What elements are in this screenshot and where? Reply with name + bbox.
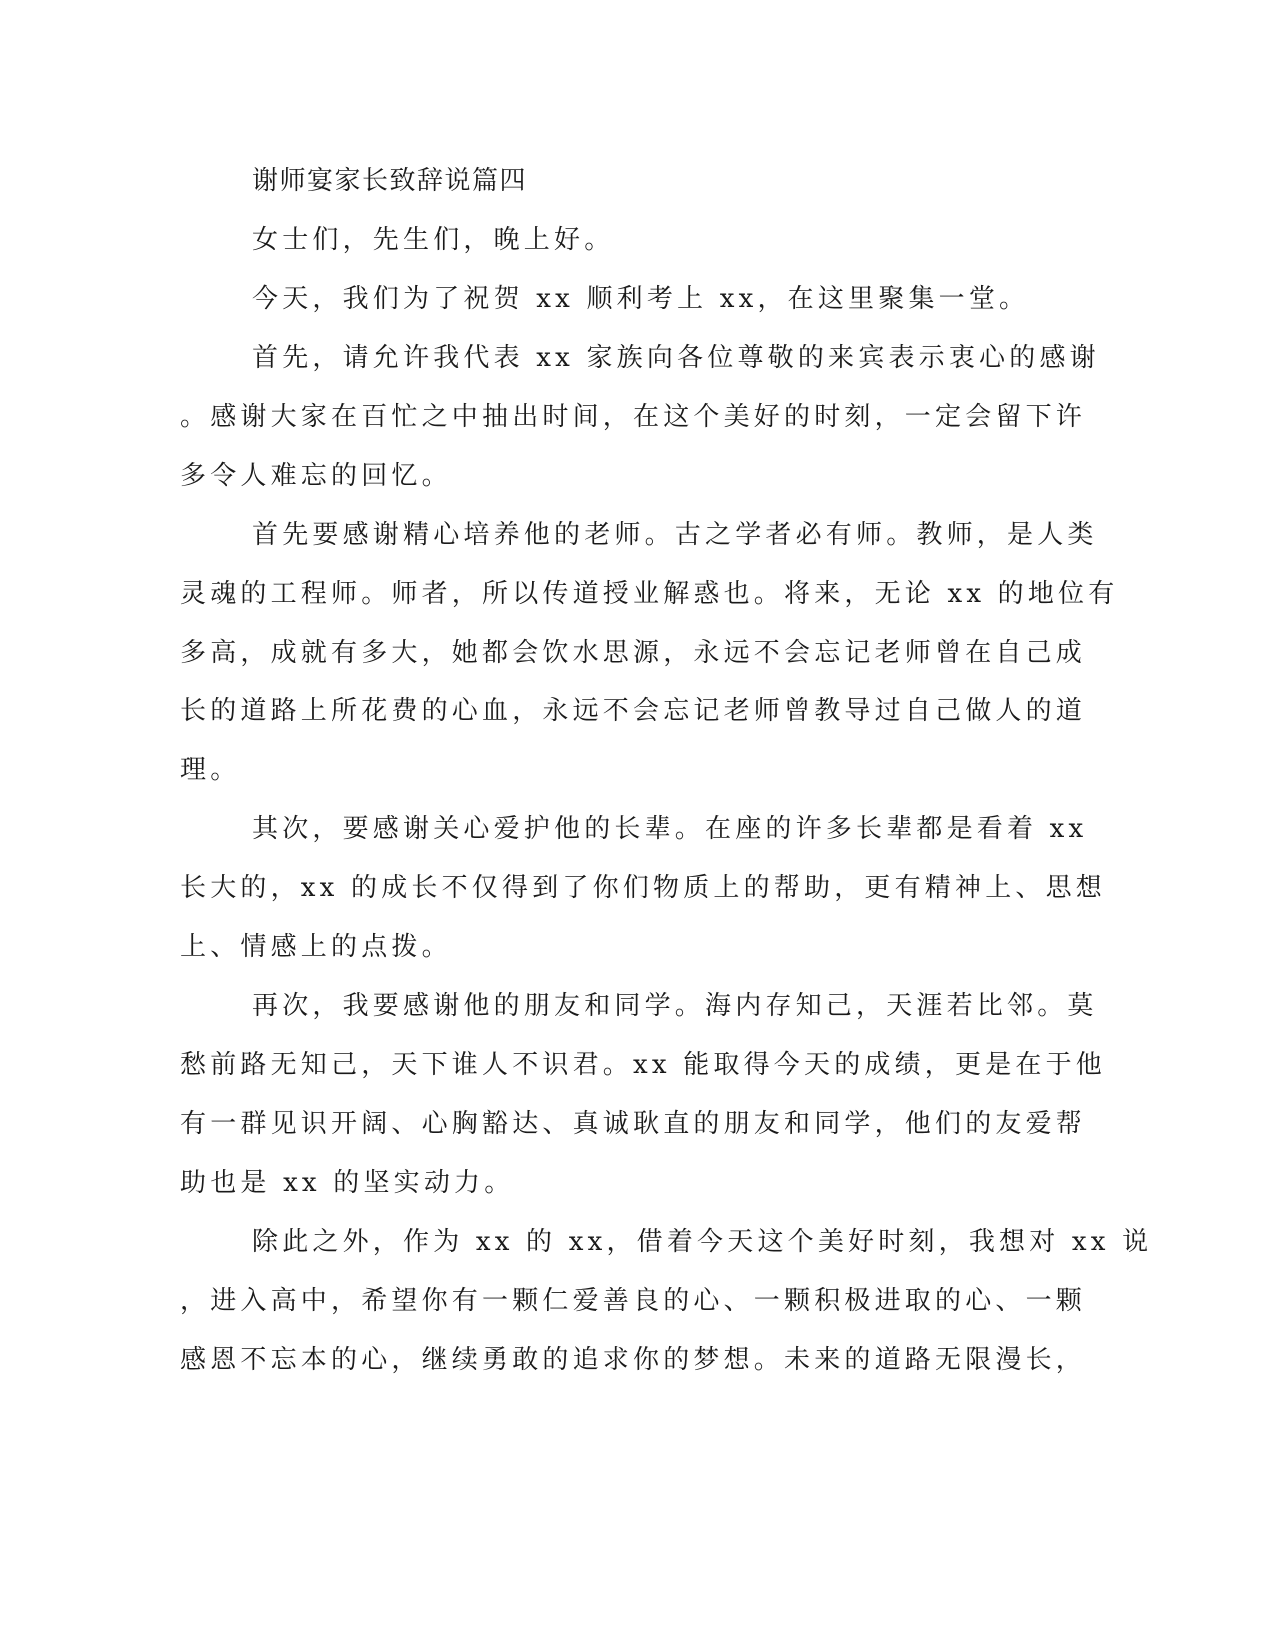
text-line: 多令人难忘的回忆。 bbox=[180, 461, 452, 491]
text-line: 首先要感谢精心培养他的老师。古之学者必有师。教师，是人类 bbox=[252, 520, 1098, 550]
text-line: 理。 bbox=[180, 755, 241, 785]
text-line: ，进入高中，希望你有一颗仁爱善良的心、一颗积极进取的心、一颗 bbox=[180, 1286, 1087, 1316]
text-line: 助也是 xx 的坚实动力。 bbox=[180, 1168, 515, 1198]
text-line: 多高，成就有多大，她都会饮水思源，永远不会忘记老师曾在自己成 bbox=[180, 638, 1087, 668]
text-line: 除此之外，作为 xx 的 xx，借着今天这个美好时刻，我想对 xx 说 bbox=[252, 1227, 1153, 1257]
document-title: 谢师宴家长致辞说篇四 bbox=[252, 166, 528, 196]
text-line: 其次，要感谢关心爱护他的长辈。在座的许多长辈都是看着 xx bbox=[252, 814, 1088, 844]
text-line: 长的道路上所花费的心血，永远不会忘记老师曾教导过自己做人的道 bbox=[180, 696, 1087, 726]
text-line: 灵魂的工程师。师者，所以传道授业解惑也。将来，无论 xx 的地位有 bbox=[180, 579, 1119, 609]
text-line: 有一群见识开阔、心胸豁达、真诚耿直的朋友和同学，他们的友爱帮 bbox=[180, 1109, 1087, 1139]
text-line: 首先，请允许我代表 xx 家族向各位尊敬的来宾表示衷心的感谢 bbox=[252, 343, 1100, 373]
text-line: 今天，我们为了祝贺 xx 顺利考上 xx，在这里聚集一堂。 bbox=[252, 284, 1030, 314]
text-line: 。感谢大家在百忙之中抽出时间，在这个美好的时刻，一定会留下许 bbox=[180, 402, 1087, 432]
text-line: 再次，我要感谢他的朋友和同学。海内存知己，天涯若比邻。莫 bbox=[252, 991, 1098, 1021]
text-line: 感恩不忘本的心，继续勇敢的追求你的梦想。未来的道路无限漫长， bbox=[180, 1345, 1087, 1375]
text-line: 愁前路无知己，天下谁人不识君。xx 能取得今天的成绩，更是在于他 bbox=[180, 1050, 1106, 1080]
text-line: 长大的，xx 的成长不仅得到了你们物质上的帮助，更有精神上、思想 bbox=[180, 873, 1106, 903]
text-line: 上、情感上的点拨。 bbox=[180, 932, 452, 962]
text-line: 女士们，先生们，晚上好。 bbox=[252, 225, 615, 255]
